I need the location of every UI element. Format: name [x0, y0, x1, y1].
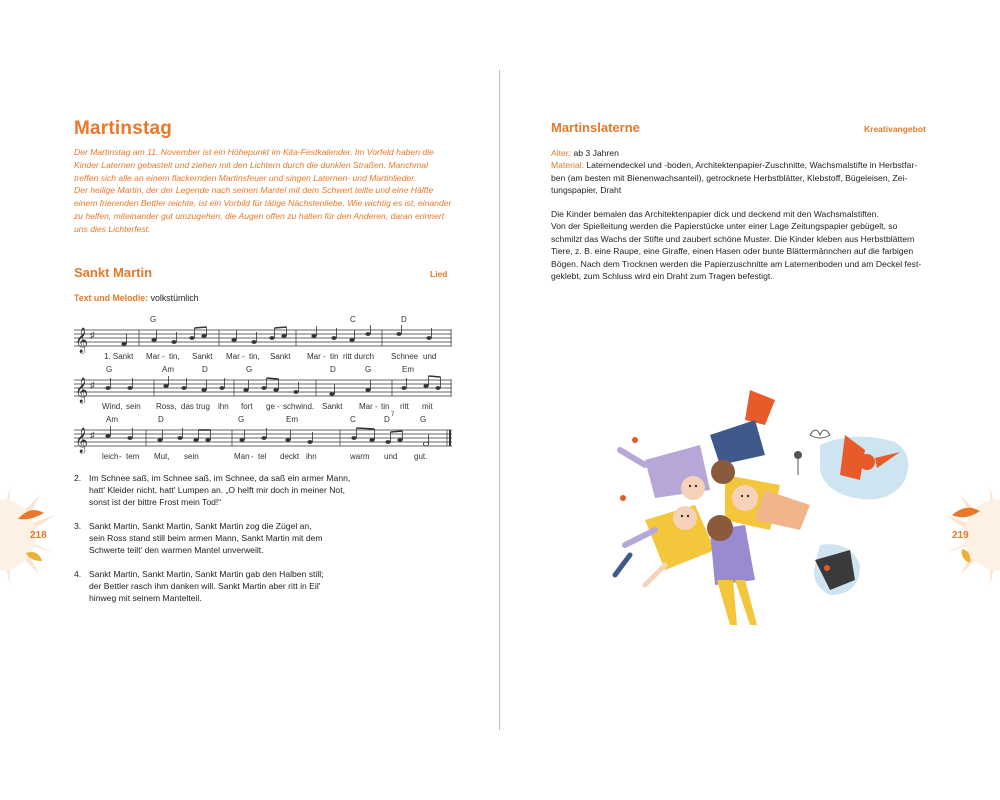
- lyric: Sankt: [192, 352, 213, 361]
- chord: D: [158, 415, 164, 424]
- lyric: Sankt: [270, 352, 291, 361]
- chord: G: [150, 315, 157, 324]
- children-illustration: [605, 380, 935, 630]
- description-line: geklebt, zum Schluss wird ein Draht zum Tragen befestigt.: [551, 271, 773, 282]
- lyric: ge: [266, 402, 275, 411]
- credit-label: Text und Melodie:: [74, 293, 149, 303]
- song-tag: Lied: [430, 269, 448, 279]
- lyric: Sankt: [322, 402, 343, 411]
- page-number-left: 218: [30, 530, 47, 541]
- lyric: schwind.: [283, 402, 315, 411]
- description-line: Bögen. Nach dem Trocknen werden die Papierzuschnitte am Laternenboden und am Deckel fest-: [551, 258, 922, 269]
- svg-text:𝄞: 𝄞: [75, 428, 89, 453]
- chord: D: [202, 365, 208, 374]
- verse-line: hinweg mit seinem Mantelteil.: [89, 592, 202, 603]
- material-line: tungspapier, Draht: [551, 185, 622, 196]
- chord: Am: [106, 415, 118, 424]
- age-value: ab 3 Jahren: [573, 148, 619, 158]
- verse-number: 2.: [74, 473, 82, 483]
- page-number-right: 219: [952, 530, 969, 541]
- lyric: ritt durch: [343, 352, 375, 361]
- chord: G: [106, 365, 113, 374]
- lyric: tin: [330, 352, 339, 361]
- chord: C: [350, 415, 356, 424]
- lyric: Mar: [146, 352, 160, 361]
- lyric: 1. Sankt: [104, 352, 134, 361]
- lyric: -: [119, 452, 122, 461]
- lyric: ihn: [306, 452, 317, 461]
- svg-text:♯: ♯: [90, 330, 95, 340]
- page-title: Martinstag: [74, 118, 173, 139]
- description-line: Tiere, z. B. eine Raupe, eine Giraffe, einen Hasen oder bunte Blättermännchen auf die farbigen: [551, 246, 914, 257]
- lyric: ritt: [400, 402, 409, 411]
- verse-number: 3.: [74, 521, 82, 531]
- song-credit: [74, 292, 198, 304]
- intro-line: Kinder Laternen gebastelt und ziehen mit den Lichtern durch die dunklen Straßen. Manchmal: [74, 159, 428, 170]
- lyric: deckt: [280, 452, 300, 461]
- lyric: sein: [184, 452, 199, 461]
- sun-decoration-icon: [940, 475, 1000, 595]
- intro-line: uns dies Lichterfest.: [74, 223, 151, 234]
- description-line: schmilzt das Wachs der Stifte und zaubert schöne Muster. Die Kinder kleben aus Herbstblättern: [551, 233, 915, 244]
- verse-line: Schwerte teilt' den warmen Mantel unverweilt.: [89, 544, 264, 555]
- lyric: -: [251, 452, 254, 461]
- chord: C: [350, 315, 356, 324]
- chord: Am: [162, 365, 174, 374]
- lyric: tel: [258, 452, 267, 461]
- lyric: das trug: [181, 402, 210, 411]
- description-block: [551, 208, 926, 282]
- material-line: Laternendeckel und -boden, Architektenpapier-Zuschnitte, Wachsmalstifte in Herbstfar-: [586, 160, 918, 171]
- lyric: fort: [241, 402, 253, 411]
- chord: G: [246, 365, 253, 374]
- music-staff-3: [74, 412, 452, 475]
- svg-text:♯: ♯: [90, 430, 95, 440]
- activity-tag: Kreativangebot: [864, 124, 926, 134]
- lyric: und: [423, 352, 437, 361]
- lyric: sein: [126, 402, 141, 411]
- verse-number: 4.: [74, 569, 82, 579]
- verse-line: Sankt Martin, Sankt Martin, Sankt Martin zog die Zügel an,: [89, 521, 312, 531]
- credit-value: volkstümlich: [150, 293, 199, 303]
- chord: G: [238, 415, 245, 424]
- intro-line: Der Martinstag am 11. November ist ein Höhepunkt im Kita-Festkalender. Im Vorfeld haben die: [74, 147, 434, 157]
- description-line: Die Kinder bemalen das Architektenpapier dick und deckend mit den Wachsmalstiften.: [551, 209, 879, 219]
- lyric: gut.: [414, 452, 428, 461]
- lyric: Ross,: [156, 402, 177, 411]
- verse-line: Im Schnee saß, im Schnee saß, im Schnee, da saß ein armer Mann,: [89, 473, 351, 483]
- chord: D: [401, 315, 407, 324]
- verse-3: [74, 521, 374, 556]
- intro-line: treffen sich alle an einem flackernden Martinsfeuer und singen Laternen- und Martinlieder.: [74, 172, 417, 183]
- lyric: -: [375, 402, 378, 411]
- description-line: Von der Spielleitung werden die Papierstücke unter einer Lage Zeitungspapier gebügelt, so: [551, 221, 898, 232]
- verse-line: Sankt Martin, Sankt Martin, Sankt Martin gab den Halben still;: [89, 569, 324, 579]
- chord: Em: [402, 365, 414, 374]
- lyric: und: [384, 452, 398, 461]
- chord: Em: [286, 415, 298, 424]
- lyric: Mar: [307, 352, 321, 361]
- age-label: Alter:: [551, 148, 572, 158]
- lyric: mit: [422, 402, 433, 411]
- intro-line: einem frierenden Bettler reichte, ist ein Vorbild für tätige Nächstenliebe. Wie wichtig es ist, einander: [74, 198, 452, 209]
- verse-line: hatt' Kleider nicht, hatt' Lumpen an. „O helft mir doch in meiner Not,: [89, 484, 345, 495]
- lyric: Mut,: [154, 452, 170, 461]
- intro-text: [74, 146, 454, 236]
- svg-text:𝄞: 𝄞: [75, 378, 89, 403]
- lyric: tin,: [249, 352, 260, 361]
- lyric: Wind,: [102, 402, 123, 411]
- verse-line: der Bettler rasch ihm danken will. Sankt Martin aber ritt in Eil': [89, 580, 321, 591]
- lyric: -: [323, 352, 326, 361]
- material-block: [551, 147, 926, 197]
- lyric: warm: [350, 452, 370, 461]
- verse-line: sein Ross stand still beim armen Mann, Sankt Martin mit dem: [89, 532, 323, 543]
- chord: G: [420, 415, 427, 424]
- lyric: -: [242, 352, 245, 361]
- chord: D: [330, 365, 336, 374]
- lyric: Man: [234, 452, 250, 461]
- verse-2: [74, 473, 374, 508]
- activity-title: Martinslaterne: [551, 120, 640, 135]
- lyric: -: [162, 352, 165, 361]
- lyric: tem: [126, 452, 140, 461]
- lyric: Mar: [226, 352, 240, 361]
- verse-line: sonst ist der bittre Frost mein Tod!“: [89, 496, 222, 507]
- lyric: tin,: [169, 352, 180, 361]
- svg-text:𝄞: 𝄞: [75, 328, 89, 353]
- lyric: Mar: [359, 402, 373, 411]
- chord: G: [365, 365, 372, 374]
- lyric: tin: [381, 402, 390, 411]
- verse-4: [74, 569, 374, 604]
- chord-superscript: 7: [391, 412, 395, 418]
- lyric: Schnee: [391, 352, 419, 361]
- chord: D: [384, 415, 390, 424]
- intro-line: zu helfen, miteinander gut umzugehen, die Augen offen zu halten für den Anderen, daran erinnert: [74, 210, 445, 221]
- lyric: ihn: [218, 402, 229, 411]
- song-title: Sankt Martin: [74, 265, 153, 280]
- material-line: ben (am besten mit Bienenwachsanteil), getrocknete Herbstblätter, Klebstoff, Bügeleisen, Zei-: [551, 172, 908, 183]
- lyric: leich: [102, 452, 119, 461]
- material-label: Material:: [551, 160, 584, 171]
- lyric: -: [277, 402, 280, 411]
- svg-text:♯: ♯: [90, 380, 95, 390]
- intro-line: Der heilige Martin, der der Legende nach seinen Mantel mit dem Schwert teilte und eine Hälfte: [74, 185, 434, 196]
